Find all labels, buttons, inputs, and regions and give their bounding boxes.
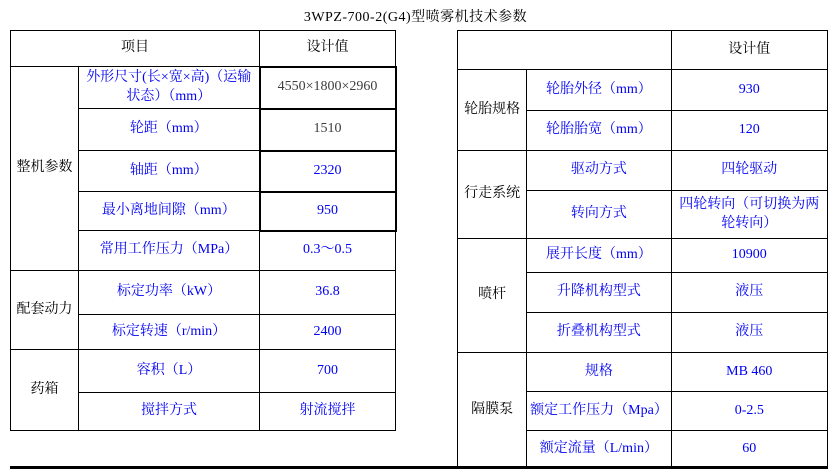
value-cell-steering-mode: 四轮转向（可切换为两轮转向） (671, 191, 827, 239)
item-cell-capacity: 容积（L） (79, 350, 260, 393)
item-cell-rated-power: 标定功率（kW） (79, 271, 260, 315)
value-cell-rated-power: 36.8 (260, 271, 396, 315)
page-title: 3WPZ-700-2(G4)型喷雾机技术参数 (303, 10, 528, 25)
item-cell-drive-mode: 驱动方式 (527, 151, 671, 191)
item-cell-tire-diameter: 轮胎外径（mm） (527, 70, 671, 111)
bottom-rule (10, 466, 828, 469)
group-cell-whole-machine: 整机参数 (11, 67, 79, 271)
value-cell-ground-clearance: 950 (260, 192, 396, 231)
table-row (458, 239, 828, 273)
item-cell-wheelbase: 轴距（mm） (79, 151, 260, 192)
item-cell-working-pressure: 常用工作压力（MPa） (79, 231, 260, 271)
table-row (458, 70, 828, 111)
item-cell-ground-clearance: 最小离地间隙（mm） (79, 192, 260, 231)
item-cell-folding-mechanism: 折叠机构型式 (527, 313, 671, 353)
item-cell-steering-mode: 转向方式 (527, 191, 671, 239)
item-cell-pump-spec: 规格 (527, 353, 671, 392)
right-header-row (458, 31, 828, 70)
value-cell-drive-mode: 四轮驱动 (671, 151, 827, 191)
item-cell-unfolded-length: 展开长度（mm） (527, 239, 671, 273)
item-cell-rated-flow: 额定流量（L/min） (527, 431, 671, 469)
value-cell-pump-spec: MB 460 (671, 353, 827, 392)
value-cell-wheelbase: 2320 (260, 151, 396, 192)
table-row (458, 151, 828, 191)
item-cell-tire-width: 轮胎胎宽（mm） (527, 111, 671, 151)
value-cell-unfolded-length: 10900 (671, 239, 827, 273)
item-cell-rated-pressure: 额定工作压力（Mpa） (527, 392, 671, 431)
left-header-row (11, 31, 396, 67)
group-cell-travel-system: 行走系统 (458, 151, 527, 239)
value-cell-tire-width: 120 (671, 111, 827, 151)
item-cell-rated-speed: 标定转速（r/min） (79, 315, 260, 350)
left-header-item: 项目 (11, 31, 260, 67)
value-cell-dimensions: 4550×1800×2960 (260, 67, 396, 109)
table-row (458, 353, 828, 392)
value-cell-tire-diameter: 930 (671, 70, 827, 111)
value-cell-rated-speed: 2400 (260, 315, 396, 350)
group-cell-diaphragm-pump: 隔膜泵 (458, 353, 527, 469)
group-cell-spray-boom: 喷杆 (458, 239, 527, 353)
value-cell-working-pressure: 0.3～0.5 (260, 231, 396, 271)
left-header-value: 设计值 (260, 31, 396, 67)
group-cell-tire-spec: 轮胎规格 (458, 70, 527, 151)
table-row (11, 271, 396, 315)
value-cell-mixing-method: 射流搅拌 (260, 393, 396, 431)
value-cell-capacity: 700 (260, 350, 396, 393)
item-cell-dimensions: 外形尺寸(长×宽×高)（运输状态）（mm） (79, 67, 260, 109)
item-cell-wheel-track: 轮距（mm） (79, 109, 260, 151)
right-header-item (458, 31, 672, 70)
item-cell-lift-mechanism: 升降机构型式 (527, 273, 671, 313)
value-cell-rated-pressure: 0-2.5 (671, 392, 827, 431)
group-cell-power: 配套动力 (11, 271, 79, 350)
value-cell-folding-mechanism: 液压 (671, 313, 827, 353)
value-cell-wheel-track: 1510 (260, 109, 396, 151)
right-header-value: 设计值 (671, 31, 827, 70)
item-cell-mixing-method: 搅拌方式 (79, 393, 260, 431)
value-cell-rated-flow: 60 (671, 431, 827, 469)
right-spec-table (457, 30, 828, 469)
group-cell-tank: 药箱 (11, 350, 79, 431)
left-spec-table (10, 30, 397, 431)
table-row (11, 350, 396, 393)
table-row (11, 67, 396, 109)
value-cell-lift-mechanism: 液压 (671, 273, 827, 313)
